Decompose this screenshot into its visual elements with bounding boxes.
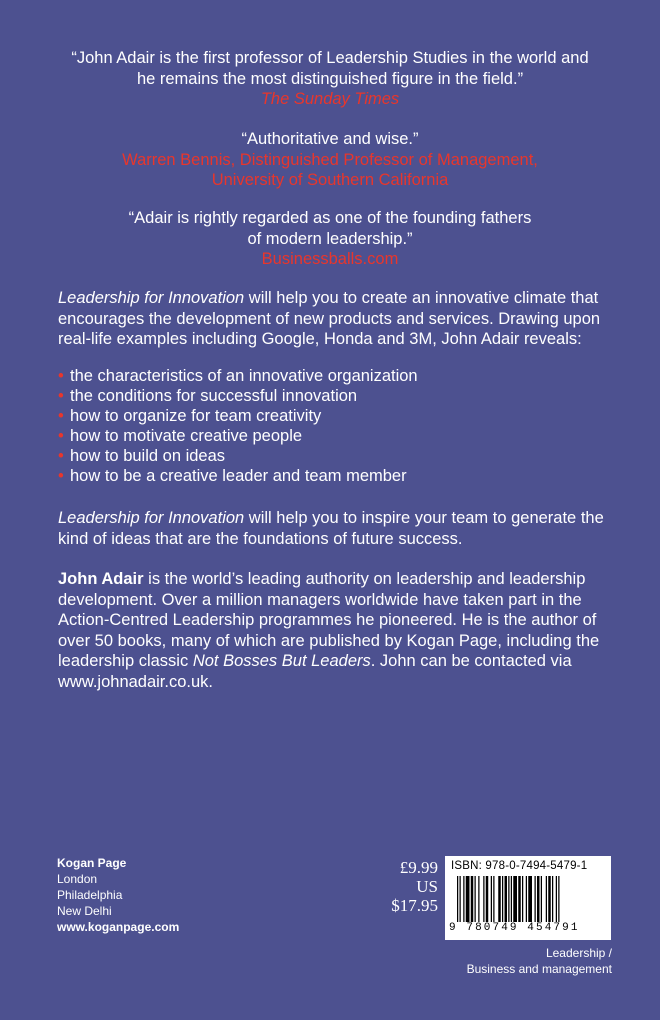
intro-text: encourages the development of new products and services. Drawing upon bbox=[58, 309, 601, 328]
bullet-icon: • bbox=[58, 367, 64, 385]
barcode-bar bbox=[546, 876, 547, 922]
author-website: www.johnadair.co.uk. bbox=[58, 672, 214, 691]
intro-text: real-life examples including Google, Honda and 3M, John Adair reveals: bbox=[58, 330, 582, 348]
price-uk: £9.99 bbox=[399, 858, 438, 877]
category-label: Leadership / Business and management bbox=[466, 946, 612, 976]
intro-paragraph bbox=[58, 288, 618, 350]
barcode-bar bbox=[526, 876, 527, 922]
bullet-icon: • bbox=[58, 407, 64, 425]
barcode-bar bbox=[498, 876, 501, 922]
barcode-bar bbox=[552, 876, 553, 922]
bullet-icon: • bbox=[58, 427, 64, 445]
isbn-label: ISBN: 978-0-7494-5479-1 bbox=[451, 860, 588, 872]
quote-source: The Sunday Times bbox=[260, 90, 400, 108]
barcode-bar bbox=[518, 876, 521, 922]
barcode-bar bbox=[522, 876, 523, 922]
barcode-bars bbox=[457, 876, 601, 922]
quote-text: he remains the most distinguished figure in the field.” bbox=[136, 69, 524, 88]
quote-warren-bennis bbox=[0, 129, 660, 191]
barcode-bar bbox=[513, 876, 517, 922]
barcode-bar bbox=[471, 876, 474, 922]
barcode-bar bbox=[475, 876, 476, 922]
author-bio: John Adair is the world’s leading authority on leadership and leadership development. Over a million managers worldwide have taken part in the Action-Centred Leadership programmes he pioneered. He is the author of over 50 books, many of which are published by Kogan Page, including the leadership classic Not Bosses But Leaders. John can be contacted via www.johnadair.co.uk. bbox=[58, 569, 618, 692]
barcode-bar bbox=[457, 876, 458, 922]
publisher-name: Kogan Page bbox=[57, 856, 127, 870]
barcode-bar bbox=[528, 876, 532, 922]
list-item: • how to organize for team creativity bbox=[58, 407, 322, 425]
barcode bbox=[445, 856, 611, 940]
bullet-icon: • bbox=[58, 467, 64, 485]
book-title: Not Bosses But Leaders bbox=[192, 652, 371, 670]
barcode-bar bbox=[535, 876, 536, 922]
barcode-bar bbox=[493, 876, 494, 922]
quote-businessballs bbox=[0, 208, 660, 270]
feature-list bbox=[58, 366, 618, 486]
barcode-bar bbox=[483, 876, 484, 922]
barcode-bar bbox=[558, 876, 559, 922]
quote-source: Businessballs.com bbox=[261, 250, 399, 268]
closing-paragraph: Leadership for Innovation will help you to inspire your team to generate the kind of ideas that are the foundations of future success. bbox=[58, 509, 604, 548]
publisher-block bbox=[57, 855, 179, 935]
list-item: • how to motivate creative people bbox=[58, 427, 303, 445]
quote-source: University of Southern California bbox=[211, 171, 449, 189]
publisher-website: www.koganpage.com bbox=[57, 920, 180, 934]
barcode-bar bbox=[502, 876, 503, 922]
price-us: US $17.95 bbox=[391, 877, 438, 915]
barcode-bar bbox=[508, 876, 509, 922]
barcode-bar bbox=[556, 876, 557, 922]
barcode-bar bbox=[463, 876, 464, 922]
intro-text: will help you to create an innovative climate that bbox=[244, 289, 599, 307]
publisher-city: Philadelphia bbox=[57, 888, 123, 902]
price-block bbox=[366, 858, 438, 915]
list-item: • how to be a creative leader and team member bbox=[58, 467, 407, 485]
bullet-icon: • bbox=[58, 447, 64, 465]
list-item: • how to build on ideas bbox=[58, 447, 226, 465]
barcode-bar bbox=[548, 876, 551, 922]
bullet-icon: • bbox=[58, 387, 64, 405]
quote-source: Warren Bennis, Distinguished Professor of Management, bbox=[122, 150, 538, 169]
quote-text: of modern leadership.” bbox=[247, 229, 413, 248]
quote-text: “John Adair is the first professor of Leadership Studies in the world and bbox=[71, 49, 589, 67]
barcode-bar bbox=[541, 876, 542, 922]
barcode-bar bbox=[491, 876, 492, 922]
quote-text: “Authoritative and wise.” bbox=[241, 130, 419, 148]
quote-sunday-times bbox=[0, 48, 660, 110]
book-title: Leadership for Innovation bbox=[58, 509, 245, 527]
barcode-bar bbox=[466, 876, 470, 922]
list-item: • the conditions for successful innovation bbox=[58, 387, 358, 405]
list-item: • the characteristics of an innovative organization bbox=[58, 367, 418, 385]
barcode-bar bbox=[537, 876, 540, 922]
barcode-bar bbox=[511, 876, 512, 922]
publisher-city: London bbox=[57, 872, 98, 886]
barcode-bar bbox=[505, 876, 508, 922]
book-title: Leadership for Innovation bbox=[58, 289, 245, 307]
author-name: John Adair bbox=[58, 570, 144, 588]
barcode-bar bbox=[486, 876, 489, 922]
barcode-bar bbox=[460, 876, 461, 922]
quote-text: “Adair is rightly regarded as one of the founding fathers bbox=[128, 209, 532, 227]
barcode-digits: 9 780749 454791 bbox=[449, 922, 580, 934]
barcode-bar bbox=[478, 876, 479, 922]
publisher-city: New Delhi bbox=[57, 904, 112, 918]
